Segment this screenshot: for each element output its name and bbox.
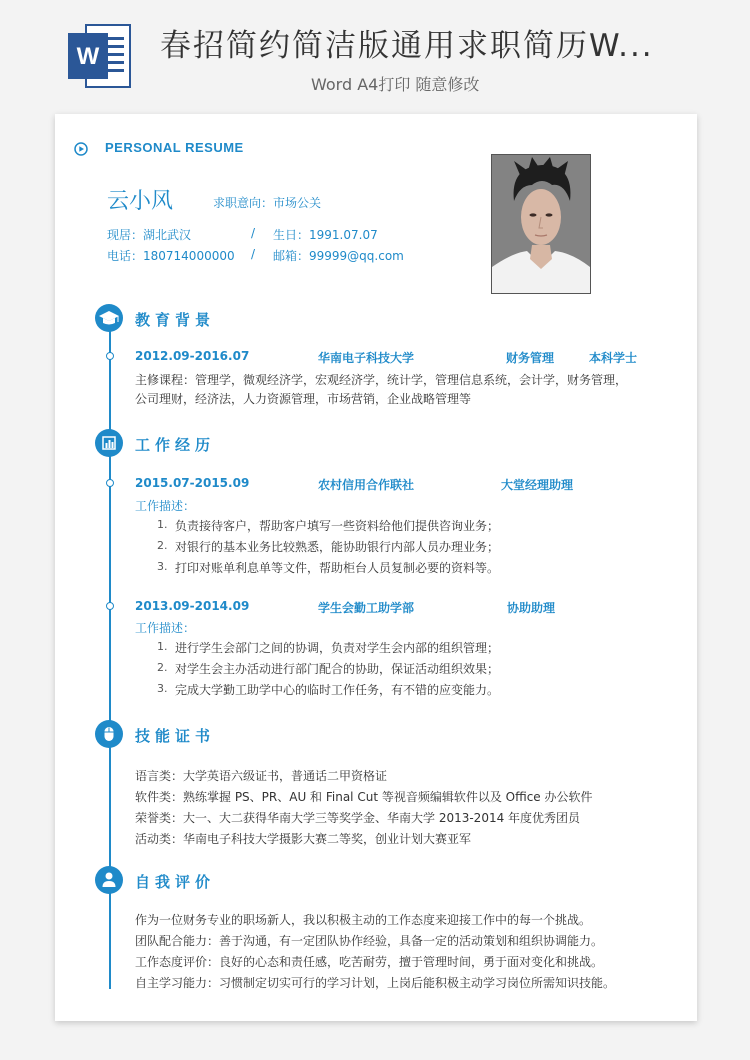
separator: / [251,226,256,240]
document-title: 春招简约简洁版通用求职简历W... [160,28,654,64]
section-title-work: 工作经历 [135,436,216,454]
play-circle-icon [74,142,88,156]
timeline-dot [106,352,114,360]
resume-page [55,114,697,1021]
profile-photo [491,154,591,294]
mouse-icon [95,720,123,748]
birthday: 生日：1991.07.07 [273,228,378,242]
list-number: 1. [157,518,168,531]
phone: 电话：180714000000 [107,249,235,263]
list-item: 打印对账单利息单等文件，帮助柜台人员复制必要的资料等。 [175,561,500,575]
education-school: 华南电子科技大学 [318,351,415,365]
list-number: 2. [157,539,168,552]
bar-chart-icon [95,429,123,457]
list-item: 完成大学勤工助学中心的临时工作任务，有不错的应变能力。 [175,683,500,697]
self-eval-line: 作为一位财务专业的职场新人，我以积极主动的工作态度来迎接工作中的每一个挑战。 [135,913,592,927]
skill-line: 软件类：熟练掌握 PS、PR、AU 和 Final Cut 等视音频编辑软件以及 Office 办公软件 [135,790,593,804]
skill-line: 语言类：大学英语六级证书，普通话二甲资格证 [135,769,388,783]
self-eval-line: 团队配合能力：善于沟通，有一定团队协作经验，具备一定的活动策划和组织协调能力。 [135,934,604,948]
education-degree: 本科学士 [589,351,638,365]
timeline-dot [106,602,114,610]
section-title-self-eval: 自我评价 [135,873,216,891]
document-subtitle: Word A4打印 随意修改 [311,75,480,94]
list-number: 1. [157,640,168,653]
separator: / [251,247,256,261]
job-desc-label: 工作描述： [135,621,196,635]
location: 现居：湖北武汉 [107,228,192,242]
list-number: 3. [157,682,168,695]
job-desc-label: 工作描述： [135,499,196,513]
job-role: 协助助理 [507,601,556,615]
self-eval-line: 工作态度评价：良好的心态和责任感，吃苦耐劳，擅于管理时间，勇于面对变化和挑战。 [135,955,604,969]
job-org: 学生会勤工助学部 [318,601,415,615]
email: 邮箱：99999@qq.com [273,249,404,263]
skill-line: 荣誉类：大一、大二获得华南大学三等奖学金、华南大学 2013-2014 年度优秀团员 [135,811,581,825]
candidate-name: 云小风 [107,189,174,214]
resume-heading: PERSONAL RESUME [105,140,244,155]
education-major: 财务管理 [506,351,555,365]
job-role: 大堂经理助理 [501,478,574,492]
word-document-icon [68,21,132,91]
list-number: 2. [157,661,168,674]
education-courses: 主修课程：管理学，微观经济学，宏观经济学，统计学，管理信息系统，会计学，财务管理， [135,373,628,387]
education-courses: 公司理财，经济法，人力资源管理，市场营销，企业战略管理等 [135,392,472,406]
list-item: 对银行的基本业务比较熟悉，能协助银行内部人员办理业务； [175,540,500,554]
section-title-education: 教育背景 [135,311,216,329]
list-item: 进行学生会部门之间的协调，负责对学生会内部的组织管理； [175,641,500,655]
svg-text:W: W [76,43,100,70]
skill-line: 活动类：华南电子科技大学摄影大赛二等奖，创业计划大赛亚军 [135,832,472,846]
job-org: 农村信用合作联社 [318,478,415,492]
section-title-skills: 技能证书 [135,727,216,745]
person-icon [95,866,123,894]
job-period: 2015.07-2015.09 [135,476,250,490]
list-item: 对学生会主办活动进行部门配合的协助，保证活动组织效果； [175,662,500,676]
job-period: 2013.09-2014.09 [135,599,250,613]
list-number: 3. [157,560,168,573]
self-eval-line: 自主学习能力：习惯制定切实可行的学习计划，上岗后能积极主动学习岗位所需知识技能。 [135,976,616,990]
timeline-dot [106,479,114,487]
download-banner [0,0,750,112]
graduation-cap-icon [95,304,123,332]
education-period: 2012.09-2016.07 [135,349,250,363]
job-intent: 求职意向：市场公关 [213,196,322,210]
list-item: 负责接待客户，帮助客户填写一些资料给他们提供咨询业务； [175,519,500,533]
